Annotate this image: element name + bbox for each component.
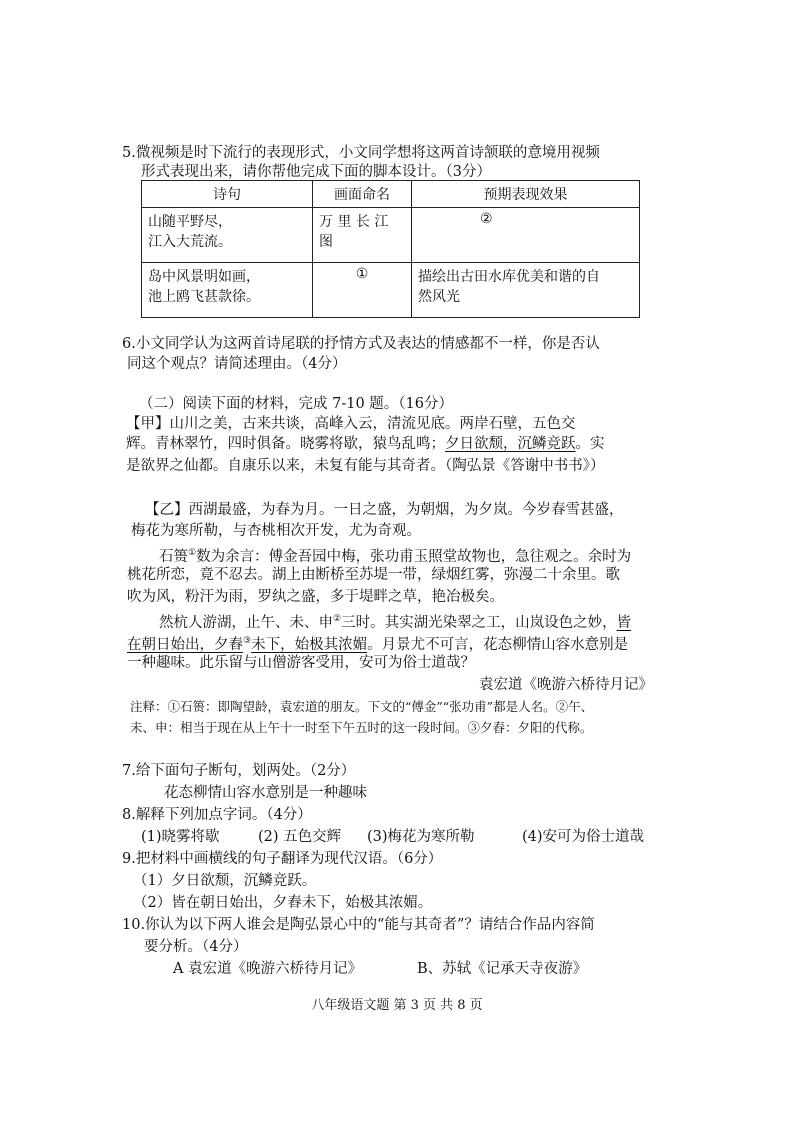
effect-line: 描绘出古田水库优美和谐的自 [418, 269, 600, 285]
table-cell [412, 208, 640, 263]
q8-item: (4)安可为俗士道哉 [522, 829, 645, 845]
passage-yi-line [127, 631, 628, 655]
footnote-marker: ③ [243, 636, 252, 646]
q5-line1: 5.微视频是时下流行的表现形式，小文同学想将这两首诗颔联的意境用视频 [122, 145, 600, 161]
text-span: 三时。其实湖光染翠之工，山岚设色之妙， [341, 614, 617, 631]
q6-line1: 6.小文同学认为这两首诗尾联的抒情方式及表达的情感都不一样，你是否认 [122, 336, 600, 352]
notes-line: 未、申：相当于现在从上午十一时至下午五时的这一段时间。③夕舂：夕阳的代称。 [130, 720, 593, 735]
table-row [142, 208, 640, 263]
passage-yi-line: 一种趣味。此乐留与山僧游客受用，安可为俗士道哉？ [127, 655, 475, 671]
q10-line2: 要分析。（4分） [144, 939, 248, 955]
passage-yi-line: 吹为风，粉汗为雨，罗纨之盛，多于堤畔之草，艳冶极矣。 [127, 589, 504, 605]
passage-yi-line: 梅花为寒所勒，与杏桃相次开发，尤为奇观。 [131, 523, 421, 539]
q8-item: (2) 五色交辉 [258, 829, 342, 845]
table-cell [412, 263, 640, 318]
section-heading: （二）阅读下面的材料，完成 7-10 题。（16分） [139, 396, 453, 412]
answer-blank-2: ② [480, 211, 493, 227]
script-table [141, 180, 640, 318]
table-header: 画面命名 [313, 181, 412, 208]
text-span: 。月景尤不可言，花态柳情山容水意别是 [367, 636, 629, 653]
q10-option-b: B、苏轼《记承天寺夜游》 [417, 961, 588, 977]
poem-line: 岛中风景明如画， [148, 269, 260, 285]
table-header-row [142, 181, 640, 208]
effect-line: 然风光 [418, 289, 460, 305]
underlined-sentence-2: 皆 [616, 614, 632, 631]
passage-source: 袁宏道《晚游六桥待月记》 [479, 677, 653, 693]
text-span: 。实 [575, 436, 605, 452]
q8-item: (1)晓雾将歇 [141, 829, 220, 845]
q5-line2: 形式表现出来，请你帮他完成下面的脚本设计。（3分） [141, 164, 491, 180]
q7-line1: 7.给下面句子断句，划两处。（2分） [122, 763, 356, 779]
table-row [142, 263, 640, 318]
q9-line1: 9.把材料中画横线的句子翻译为现代汉语。（6分） [122, 851, 443, 867]
text-span: 辉。青林翠竹，四时俱备。晓雾将歇，猿鸟乱鸣； [126, 436, 445, 452]
table-cell [313, 263, 412, 318]
q8-line1: 8.解释下列加点字词。（4分） [122, 807, 312, 823]
table-cell [142, 208, 313, 263]
q10-line1: 10.你认为以下两人谁会是陶弘景心中的“能与其奇者”？请结合作品内容简 [122, 917, 595, 933]
q6-line2: 同这个观点？请简述理由。（4分） [127, 356, 347, 372]
table-header: 预期表现效果 [412, 181, 640, 208]
table-cell [142, 263, 313, 318]
q9-item: （2）皆在朝日始出，夕舂未下，始极其浓媚。 [133, 895, 433, 911]
underlined-sentence-2: 未下，始极其浓媚 [251, 636, 368, 653]
poem-line: 池上鸥飞甚款徐。 [148, 289, 260, 305]
underlined-sentence-1: 夕日欲颓，沉鳞竞跃 [445, 436, 576, 452]
poem-line: 山随平野尽， [148, 214, 232, 230]
q8-item: (3)梅花为寒所勒 [367, 829, 475, 845]
table-header: 诗句 [142, 181, 313, 208]
q9-item: （1）夕日欲颓，沉鳞竞跃。 [133, 873, 317, 889]
passage-yi-line: 【乙】西湖最盛，为春为月。一日之盛，为朝烟，为夕岚。今岁春雪甚盛， [145, 502, 624, 518]
answer-blank-1: ① [355, 266, 369, 282]
text-span: 石篑 [159, 548, 188, 565]
notes-line: 注释：①石篑：即陶望龄，袁宏道的朋友。下文的“傅金”“张功甫”都是人名。②午、 [130, 699, 594, 714]
passage-jia-line [126, 434, 605, 454]
footnote-marker: ① [188, 548, 197, 558]
passage-jia-line: 是欲界之仙都。自康乐以来，未复有能与其奇者。（陶弘景《答谢中书书》） [126, 458, 605, 474]
footnote-marker: ② [333, 614, 342, 624]
text-span: 数为余言：傅金吾园中梅，张功甫玉照堂故物也，急往观之。余时为 [196, 548, 632, 565]
text-span: 然杭人游湖，止午、未、申 [159, 614, 333, 631]
passage-yi-line [159, 543, 631, 567]
scene-name-line: 图 [319, 234, 333, 250]
scene-name-line: 万 里 长 江 [319, 214, 389, 230]
passage-yi-line [159, 609, 631, 633]
underlined-sentence-2: 在朝日始出，夕舂 [127, 636, 243, 653]
passage-jia-line: 【甲】山川之美，古来共谈，高峰入云，清流见底。两岸石壁，五色交 [126, 416, 576, 432]
q10-option-a: A 袁宏道《晚游六桥待月记》 [173, 961, 363, 977]
passage-yi-line: 桃花所恋，竟不忍去。湖上由断桥至苏堤一带，绿烟红雾，弥漫二十余里。歌 [127, 567, 620, 583]
q7-sentence: 花态柳情山容水意别是一种趣味 [164, 785, 367, 801]
page-footer: 八年级语文题 第 3 页 共 8 页 [311, 998, 483, 1013]
table-cell [313, 208, 412, 263]
poem-line: 江入大荒流。 [148, 234, 232, 250]
